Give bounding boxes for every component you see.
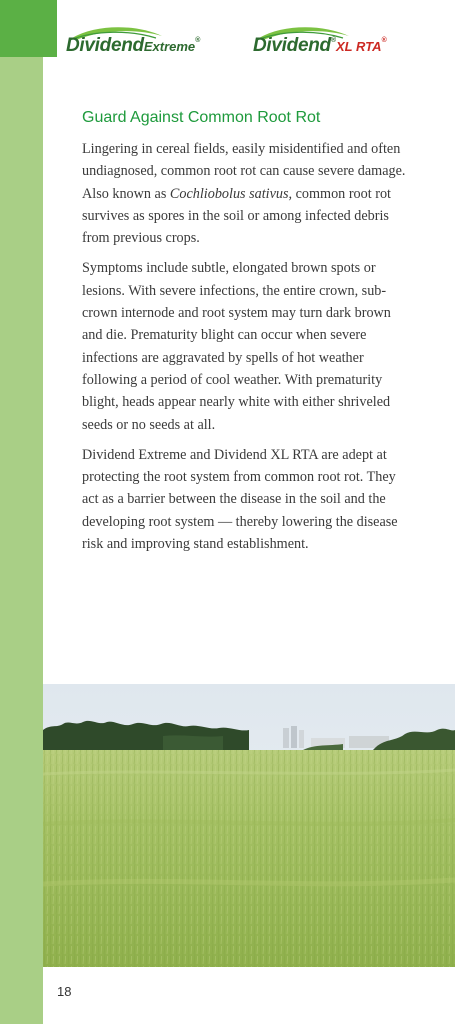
field-image — [43, 684, 455, 967]
logo-name: Dividend — [253, 35, 331, 56]
logo-suffix: XL RTA — [336, 39, 382, 54]
logo-name: Dividend — [66, 35, 144, 56]
scientific-name: Cochliobolus sativus, — [169, 185, 293, 202]
page-number: 18 — [57, 984, 72, 999]
registered-mark: ® — [330, 37, 337, 44]
logo-suffix: Extreme — [143, 39, 196, 54]
side-color-strip — [0, 0, 43, 1024]
dividend-xl-rta-logo — [253, 26, 423, 60]
paragraph-1: Lingering in cereal fields, easily misidentified and often undiagnosed, common root rot can cause severe damage. Also known as Cochliobolus sativus, common root rot survives as spores in the soil or among infected debris from previous crops. — [82, 141, 406, 247]
paragraph-2: Symptoms include subtle, elongated brown spots or lesions. With severe infections, the entire crown, sub-crown internode and root system may turn dark brown and die. Prematurity blight can occur when severe infections are aggravated by spells of hot weather following a period of cool weather. With prematurity blight, heads appear nearly white with either shriveled seeds or no seeds at all. — [82, 260, 391, 433]
wheat-field-photo — [43, 684, 455, 967]
article-body — [82, 138, 413, 563]
corner-color-block — [0, 0, 57, 57]
registered-mark: ® — [381, 37, 387, 44]
registered-mark: ® — [195, 37, 201, 44]
paragraph-3: Dividend Extreme and Dividend XL RTA are adept at protecting the root system from common root rot. They act as a barrier between the disease in the soil and the developing root system — thereby lowering the disease risk and improving stand establishment. — [82, 446, 398, 553]
brand-logos — [66, 26, 426, 60]
dividend-extreme-logo — [66, 26, 244, 60]
page-heading: Guard Against Common Root Rot — [82, 109, 321, 126]
